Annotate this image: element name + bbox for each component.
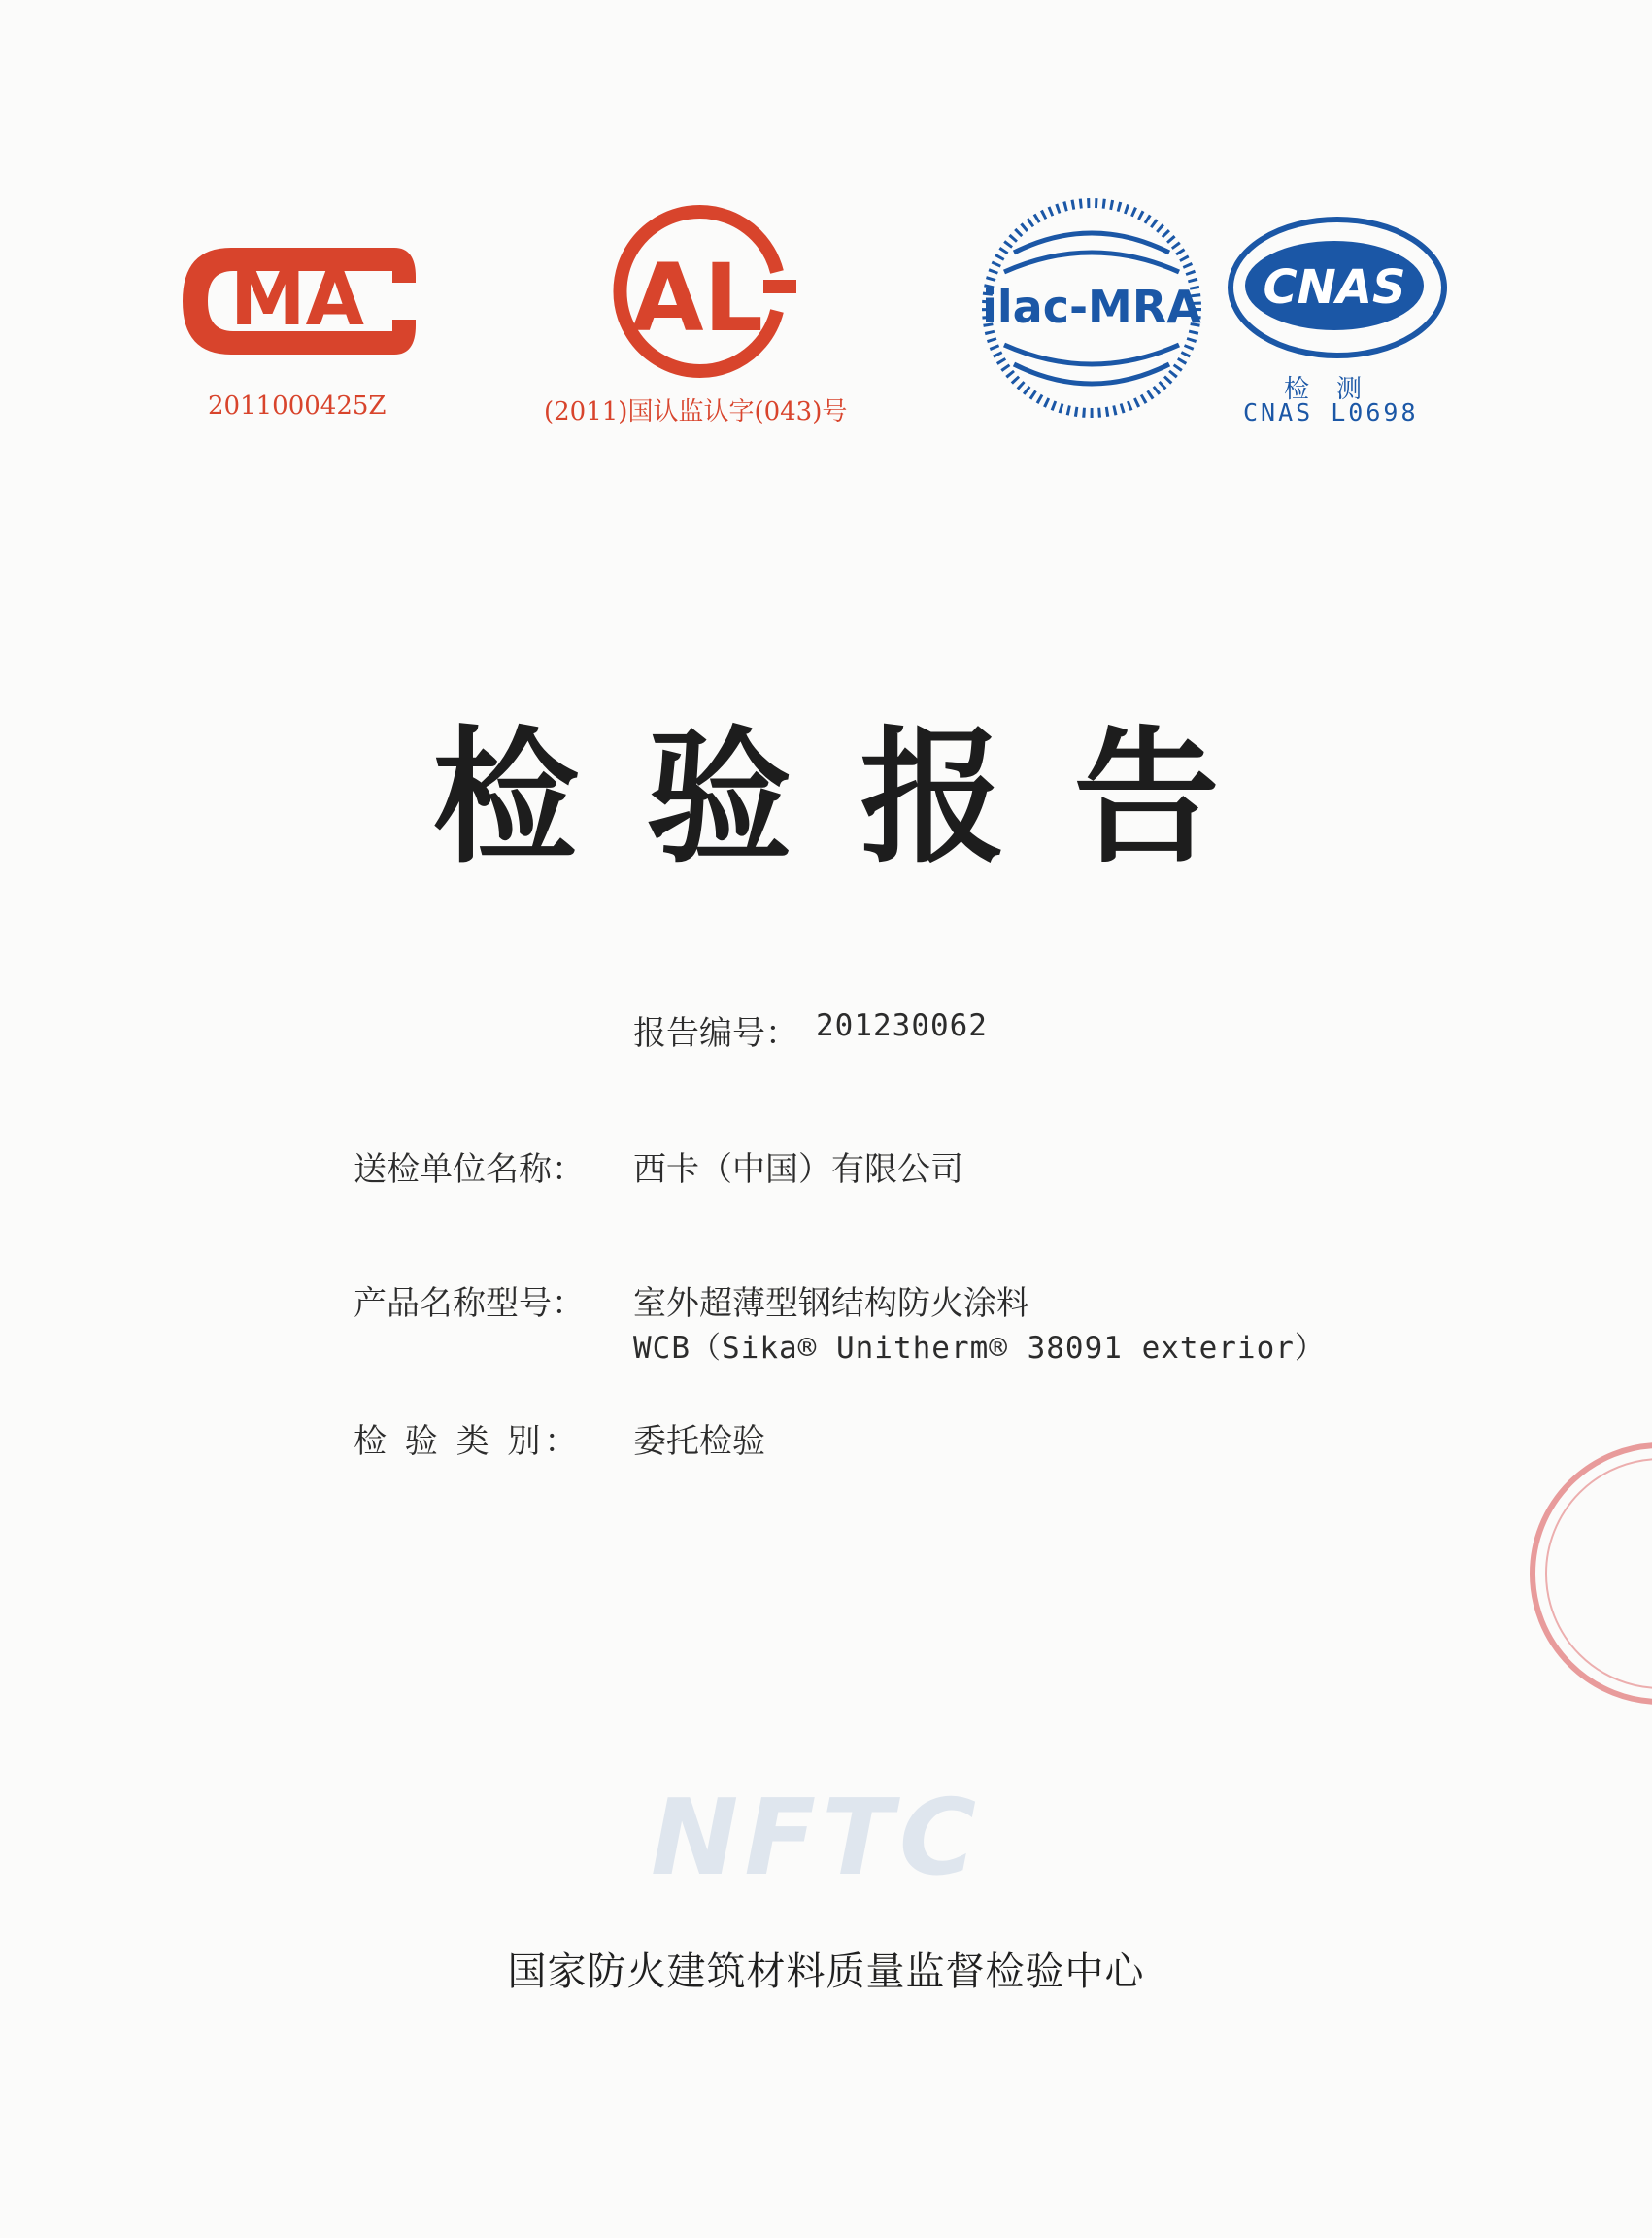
svg-text:MA: MA — [230, 255, 364, 343]
client-label: 送检单位名称： — [354, 1150, 585, 1189]
cal-mark-icon — [592, 204, 806, 379]
ilac-mra-logo — [975, 194, 1208, 423]
cma-logo — [173, 238, 421, 364]
cma-mark-icon — [173, 238, 421, 364]
client-value: 西卡（中国）有限公司 — [633, 1150, 963, 1189]
product-label: 产品名称型号： — [354, 1284, 585, 1323]
cnas-testing-label: 检测 — [1284, 375, 1390, 404]
svg-text:AL: AL — [631, 244, 763, 353]
seal-stamp — [1515, 1428, 1652, 1723]
report-number-value: 201230062 — [816, 1008, 988, 1043]
cma-number: 2011000425Z — [208, 391, 387, 421]
nftc-watermark: NFTC — [651, 1778, 983, 1899]
product-value-line1: 室外超薄型钢结构防火涂料 — [633, 1284, 1029, 1323]
cnas-number: CNAS L0698 — [1243, 398, 1419, 426]
ilac-mra-icon — [975, 194, 1208, 423]
cal-logo — [592, 204, 806, 379]
seal-stamp-icon — [1515, 1428, 1652, 1719]
product-value-line2: WCB（Sika® Unitherm® 38091 exterior） — [633, 1331, 1326, 1366]
report-number-label: 报告编号： — [633, 1014, 798, 1053]
svg-text:ilac-MRA: ilac-MRA — [982, 281, 1201, 333]
category-value: 委托检验 — [633, 1422, 765, 1461]
cnas-logo — [1226, 206, 1449, 361]
category-label: 检 验 类 别： — [354, 1422, 582, 1461]
issuing-organization: 国家防火建筑材料质量监督检验中心 — [507, 1950, 1145, 1994]
cal-number: (2011)国认监认字(043)号 — [544, 397, 848, 426]
page-title: 检验报告 — [432, 714, 1288, 883]
svg-text:CNAS: CNAS — [1263, 260, 1406, 315]
cnas-mark-icon — [1226, 206, 1449, 361]
